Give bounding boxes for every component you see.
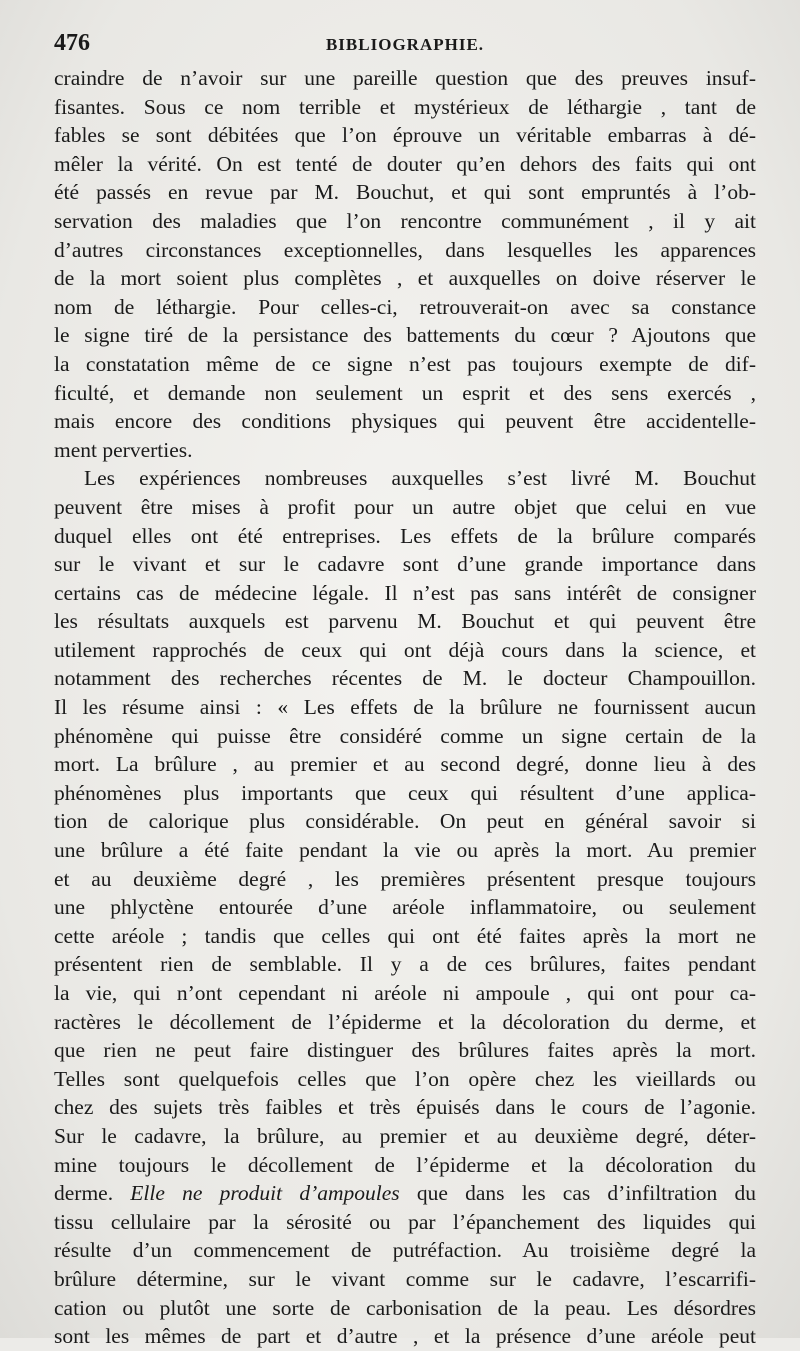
text-line: nom de léthargie. Pour celles-ci, retrouverait-on avec sa constance xyxy=(54,294,756,319)
text-line: craindre de n’avoir sur une pareille question que des preuves insuf- xyxy=(54,66,756,90)
text-line: mêler la vérité. On est tenté de douter qu’en dehors des faits qui ont xyxy=(54,151,756,176)
text-line: la vie, qui n’ont cependant ni aréole ni ampoule , qui ont pour ca- xyxy=(54,981,756,1005)
text-line: une brûlure a été faite pendant la vie ou après la mort. Au premier xyxy=(54,838,756,863)
text-line: été passés en revue par M. Bouchut, et qui sont empruntés à l’ob- xyxy=(54,180,756,205)
text-line: résulte d’un commencement de putréfaction. Au troisième degré la xyxy=(54,1238,756,1263)
running-title: BIBLIOGRAPHIE. xyxy=(325,35,485,54)
text-line: que rien ne peut faire distinguer des brûlures faites après la mort. xyxy=(54,1038,756,1063)
text-line: présentent rien de semblable. Il y a de ces brûlures, faites pendant xyxy=(54,952,756,977)
text-line: ractères le décollement de l’épiderme et la décoloration du derme, et xyxy=(54,1009,756,1034)
text-line: peuvent être mises à profit pour un autre objet que celui en vue xyxy=(54,494,756,519)
text-line: duquel elles ont été entreprises. Les effets de la brûlure comparés xyxy=(54,523,756,548)
text-line: mais encore des conditions physiques qui peuvent être accidentelle- xyxy=(54,409,756,434)
page-header xyxy=(54,30,756,64)
text-line: mine toujours le décollement de l’épiderme et la décoloration du xyxy=(54,1152,756,1177)
text-line: et au deuxième degré , les premières présentent presque toujours xyxy=(54,866,756,891)
text-line: le signe tiré de la persistance des battements du cœur ? Ajoutons que xyxy=(54,323,756,348)
text-line: tissu cellulaire par la sérosité ou par l’épanchement des liquides qui xyxy=(54,1209,756,1234)
text-line: cation ou plutôt une sorte de carbonisation de la peau. Les désordres xyxy=(54,1295,756,1320)
text-line: d’autres circonstances exceptionnelles, dans lesquelles les apparences xyxy=(54,237,756,262)
text-line: utilement rapprochés de ceux qui ont déjà cours dans la science, et xyxy=(54,637,756,662)
text-line: phénomène qui puisse être considéré comme un signe certain de la xyxy=(54,723,756,748)
text-line: certains cas de médecine légale. Il n’est pas sans intérêt de consigner xyxy=(54,580,756,605)
text-line: sur le vivant et sur le cadavre sont d’une grande importance dans xyxy=(54,552,756,577)
text-line: la constatation même de ce signe n’est pas toujours exempte de dif- xyxy=(54,351,756,376)
text-line: Telles sont quelquefois celles que l’on opère chez les vieillards ou xyxy=(54,1066,756,1091)
text-line: tion de calorique plus considérable. On peut en général savoir si xyxy=(54,809,756,834)
text-line: chez des sujets très faibles et très épuisés dans le cours de l’agonie. xyxy=(54,1095,756,1120)
text-line: Il les résume ainsi : « Les effets de la brûlure ne fournissent aucun xyxy=(54,695,756,720)
text-line: notamment des recherches récentes de M. le docteur Champouillon. xyxy=(54,666,756,691)
text-line: servation des maladies que l’on rencontre communément , il y ait xyxy=(54,208,756,233)
text-run: que dans les cas d’infiltration du xyxy=(399,1181,756,1206)
text-line: ment perverties. xyxy=(54,437,193,462)
text-line: ficulté, et demande non seulement un esprit et des sens exercés , xyxy=(54,380,756,405)
text-line: les résultats auxquels est parvenu M. Bouchut et qui peuvent être xyxy=(54,609,756,634)
italic-phrase: Elle ne produit d’ampoules xyxy=(130,1181,400,1206)
text-line: de la mort soient plus complètes , et auxquelles on doive réserver le xyxy=(54,266,756,291)
text-line: cette aréole ; tandis que celles qui ont été faites après la mort ne xyxy=(54,923,756,948)
text-line: brûlure détermine, sur le vivant comme sur le cadavre, l’escarrifi- xyxy=(54,1266,756,1291)
page-number: 476 xyxy=(54,30,90,56)
text-run: derme. xyxy=(54,1181,131,1206)
text-line: Sur le cadavre, la brûlure, au premier et au deuxième degré, déter- xyxy=(54,1123,756,1148)
text-line: phénomènes plus importants que ceux qui résultent d’une applica- xyxy=(54,780,756,805)
paragraph-2 xyxy=(54,464,756,1350)
text-line: fisantes. Sous ce nom terrible et mystérieux de léthargie , tant de xyxy=(54,94,756,119)
text-line: une phlyctène entourée d’une aréole inflammatoire, ou seulement xyxy=(54,895,756,920)
text-line: mort. La brûlure , au premier et au second degré, donne lieu à des xyxy=(54,752,756,777)
text-line: fables se sont débitées que l’on éprouve un véritable embarras à dé- xyxy=(54,123,756,148)
text-line-with-italic xyxy=(54,1179,756,1208)
paragraph-1 xyxy=(54,64,756,464)
text-line: sont les mêmes de part et d’autre , et la présence d’une aréole peut xyxy=(54,1324,756,1349)
text-line: Les expériences nombreuses auxquelles s’est livré M. Bouchut xyxy=(84,466,756,491)
